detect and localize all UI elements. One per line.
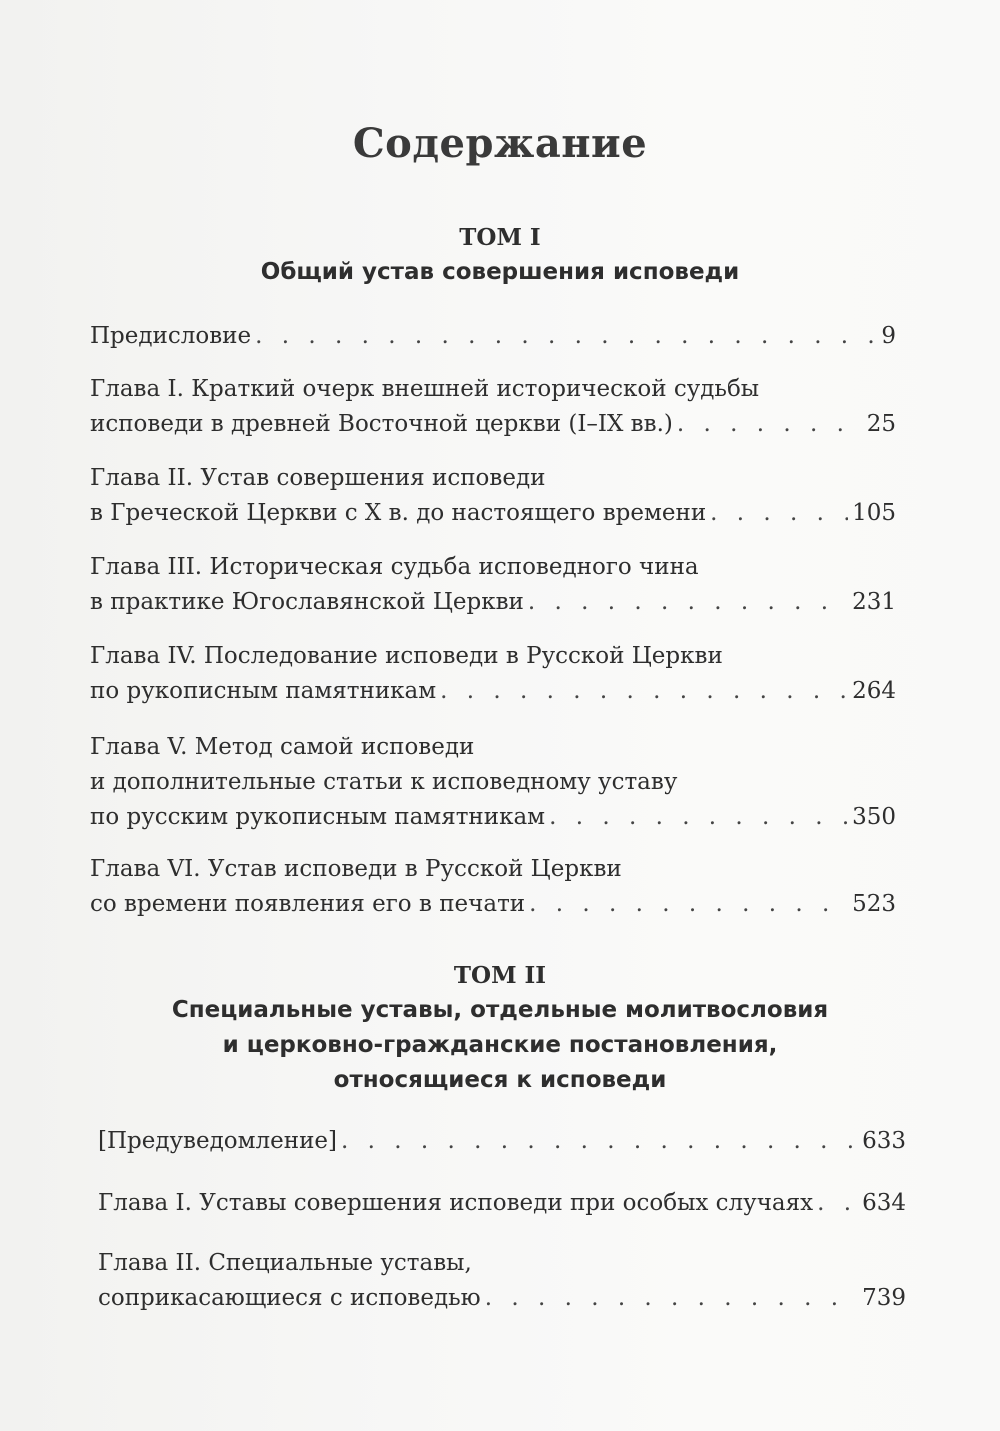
- toc-entry-title: со времени появления его в печати: [90, 891, 526, 917]
- volume-1-subtitle: Общий устав совершения исповеди: [260, 259, 740, 285]
- toc-entry[interactable]: [90, 639, 896, 709]
- volume-1-heading: [0, 220, 1000, 290]
- toc-entry-title: Глава I. Краткий очерк внешней исторической судьбы: [90, 376, 760, 402]
- toc-entry-title: в практике Югославянской Церкви: [90, 589, 524, 615]
- dot-leader: [485, 1281, 858, 1316]
- toc-entry-page: 105: [852, 500, 896, 526]
- volume-2-heading: [0, 958, 1000, 1098]
- dot-leader: [528, 585, 848, 620]
- toc-entry[interactable]: [98, 1124, 906, 1159]
- toc-entry-title: и дополнительные статьи к исповедному уставу: [90, 769, 678, 795]
- dot-leader: [710, 496, 848, 531]
- page-title: Содержание: [352, 120, 648, 167]
- toc-entry[interactable]: [90, 550, 896, 620]
- toc-entry-title: по русским рукописным памятникам: [90, 804, 546, 830]
- volume-2-subtitle-line: и церковно-гражданские постановления,: [222, 1032, 778, 1058]
- toc-entry[interactable]: [90, 372, 896, 442]
- toc-entry[interactable]: [90, 461, 896, 531]
- toc-entry-title: Глава II. Устав совершения исповеди: [90, 465, 546, 491]
- toc-entry-title: [Предуведомление]: [98, 1128, 337, 1154]
- dot-leader: [677, 407, 863, 442]
- toc-entry-title: Глава VI. Устав исповеди в Русской Церкви: [90, 856, 622, 882]
- toc-entry-title: Глава V. Метод самой исповеди: [90, 734, 475, 760]
- toc-entry-page: 264: [852, 678, 896, 704]
- dot-leader: [341, 1124, 858, 1159]
- toc-entry-page: 350: [852, 804, 896, 830]
- toc-entry-page: 523: [852, 891, 896, 917]
- toc-entry-title: в Греческой Церкви с X в. до настоящего времени: [90, 500, 707, 526]
- toc-entry-page: 634: [862, 1190, 906, 1216]
- toc-entry-title: Глава I. Уставы совершения исповеди при особых случаях: [98, 1190, 814, 1216]
- toc-entry[interactable]: [90, 852, 896, 922]
- toc-entry-title: Глава II. Специальные уставы,: [98, 1250, 472, 1276]
- toc-entry-title: Глава IV. Последование исповеди в Русской Церкви: [90, 643, 723, 669]
- toc-entry-page: 739: [862, 1285, 906, 1311]
- dot-leader: [255, 319, 877, 354]
- dot-leader: [817, 1186, 858, 1221]
- toc-entry-page: 633: [862, 1128, 906, 1154]
- toc-entry-title: соприкасающиеся с исповедью: [98, 1285, 481, 1311]
- toc-entry[interactable]: [98, 1186, 906, 1221]
- dot-leader: [549, 800, 848, 835]
- toc-entry-title: по рукописным памятникам: [90, 678, 437, 704]
- dot-leader: [529, 887, 848, 922]
- toc-entry-page: 9: [881, 323, 896, 349]
- toc-entry-page: 25: [866, 411, 896, 437]
- toc-entry[interactable]: [90, 730, 896, 835]
- toc-entry-title: Предисловие: [90, 323, 252, 349]
- toc-entry[interactable]: [98, 1246, 906, 1316]
- toc-entry-title: Глава III. Историческая судьба исповедного чина: [90, 554, 699, 580]
- volume-1-label: ТОМ I: [459, 224, 541, 251]
- volume-2-label: ТОМ II: [453, 962, 547, 989]
- toc-entry-page: 231: [852, 589, 896, 615]
- toc-entry[interactable]: [90, 319, 896, 354]
- volume-2-subtitle-line: относящиеся к исповеди: [333, 1067, 667, 1093]
- volume-2-subtitle-line: Специальные уставы, отдельные молитвословия: [171, 997, 829, 1023]
- dot-leader: [440, 674, 848, 709]
- toc-entry-title: исповеди в древней Восточной церкви (I–IX вв.): [90, 411, 673, 437]
